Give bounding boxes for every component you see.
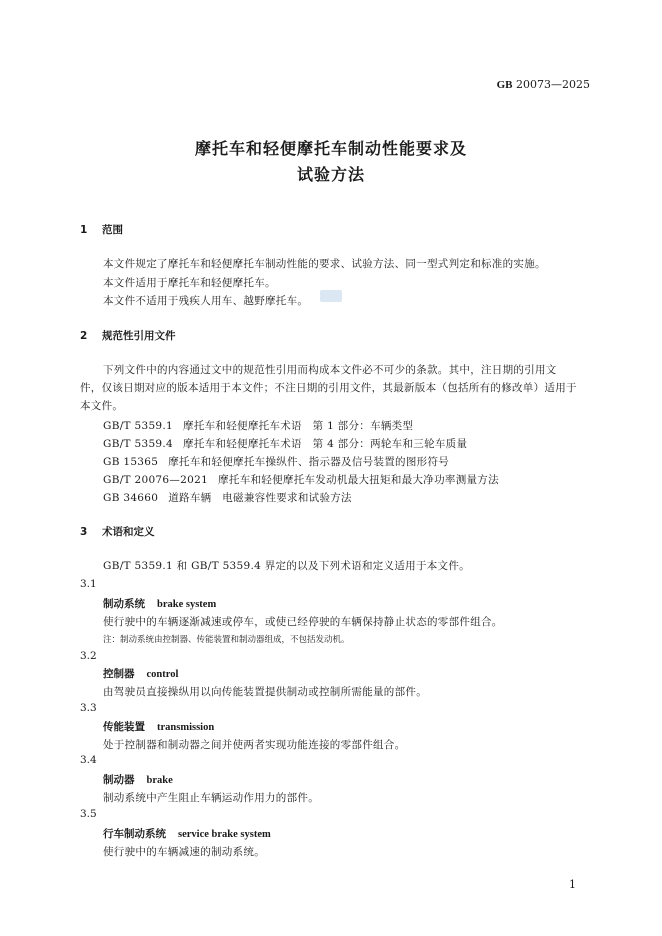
- term-cn: 制动系统: [103, 598, 145, 610]
- term-number: 3.2: [80, 650, 97, 662]
- section-number: 3: [80, 526, 88, 538]
- paragraph: 下列文件中的内容通过文中的规范性引用而构成本文件必不可少的条款。其中，注日期的引用文: [103, 364, 557, 376]
- reference-title: 摩托车和轻便摩托车操纵件、指示器及信号装置的图形符号: [168, 456, 450, 468]
- paragraph: 本文件。: [80, 400, 124, 412]
- standard-number: [497, 78, 590, 91]
- term-cn: 传能装置: [103, 721, 145, 733]
- reference-title: 摩托车和轻便摩托车术语 第 4 部分：两轮车和三轮车质量: [183, 438, 468, 450]
- term-heading: [103, 719, 214, 734]
- reference-item: [103, 472, 499, 487]
- section-title: 术语和定义: [102, 526, 155, 538]
- reference-title: 摩托车和轻便摩托车术语 第 1 部分：车辆类型: [183, 420, 414, 432]
- term-heading: [103, 772, 173, 787]
- reference-title: 摩托车和轻便摩托车发动机最大扭矩和最大净功率测量方法: [218, 474, 499, 486]
- reference-item: [103, 454, 449, 469]
- section-2-heading: [80, 328, 176, 343]
- reference-item: [103, 490, 352, 505]
- section-number: 2: [80, 330, 88, 342]
- section-number: 1: [80, 224, 88, 236]
- watermark-mark: [320, 290, 342, 302]
- paragraph: GB/T 5359.1 和 GB/T 5359.4 界定的以及下列术语和定义适用于本文件。: [103, 560, 470, 572]
- reference-code: GB/T 20076—2021: [103, 474, 209, 486]
- term-en: transmission: [157, 722, 215, 733]
- paragraph: 本文件适用于摩托车和轻便摩托车。: [103, 277, 276, 289]
- reference-code: GB 34660: [103, 492, 159, 504]
- reference-code: GB 15365: [103, 456, 159, 468]
- page-number: 1: [569, 878, 576, 891]
- term-definition: 由驾驶员直接操纵用以向传能装置提供制动或控制所需能量的部件。: [103, 686, 427, 698]
- term-cn: 制动器: [103, 774, 135, 786]
- paragraph: 件，仅该日期对应的版本适用于本文件；不注日期的引用文件，其最新版本（包括所有的修改单）适用于: [80, 382, 577, 394]
- reference-title: 道路车辆 电磁兼容性要求和试验方法: [168, 492, 352, 504]
- term-number: 3.4: [80, 754, 97, 766]
- standard-code: 20073—2025: [516, 78, 590, 91]
- term-heading: [103, 666, 178, 681]
- term-cn: 行车制动系统: [103, 828, 166, 840]
- paragraph: 本文件规定了摩托车和轻便摩托车制动性能的要求、试验方法、同一型式判定和标准的实施。: [103, 258, 546, 270]
- section-title: 范围: [102, 224, 123, 236]
- document-title-line2: 试验方法: [296, 165, 365, 184]
- reference-item: [103, 436, 467, 451]
- term-number: 3.3: [80, 702, 97, 714]
- section-1-heading: [80, 222, 123, 237]
- term-number: 3.5: [80, 808, 97, 820]
- term-en: control: [146, 669, 179, 680]
- standard-prefix: GB: [496, 79, 513, 91]
- term-definition: 处于控制器和制动器之间并使两者实现功能连接的零部件组合。: [103, 739, 406, 751]
- term-definition: 使行驶中的车辆逐渐减速或停车，或使已经停驶的车辆保持静止状态的零部件组合。: [103, 616, 503, 628]
- reference-code: GB/T 5359.1: [103, 420, 174, 432]
- paragraph: 本文件不适用于残疾人用车、越野摩托车。: [103, 295, 309, 307]
- section-3-heading: [80, 524, 155, 539]
- reference-item: [103, 418, 413, 433]
- term-heading: [103, 826, 271, 841]
- term-heading: [103, 596, 216, 611]
- term-cn: 控制器: [103, 668, 135, 680]
- term-definition: 制动系统中产生阻止车辆运动作用力的部件。: [103, 792, 319, 804]
- term-en: brake system: [157, 599, 217, 610]
- term-note: 注：制动系统由控制器、传能装置和制动器组成，不包括发动机。: [103, 635, 350, 645]
- document-title-line1: 摩托车和轻便摩托车制动性能要求及: [194, 139, 467, 158]
- section-title: 规范性引用文件: [102, 330, 176, 342]
- term-definition: 使行驶中的车辆减速的制动系统。: [103, 846, 265, 858]
- term-en: service brake system: [178, 829, 271, 840]
- term-number: 3.1: [80, 578, 97, 590]
- reference-code: GB/T 5359.4: [103, 438, 174, 450]
- term-en: brake: [146, 775, 173, 786]
